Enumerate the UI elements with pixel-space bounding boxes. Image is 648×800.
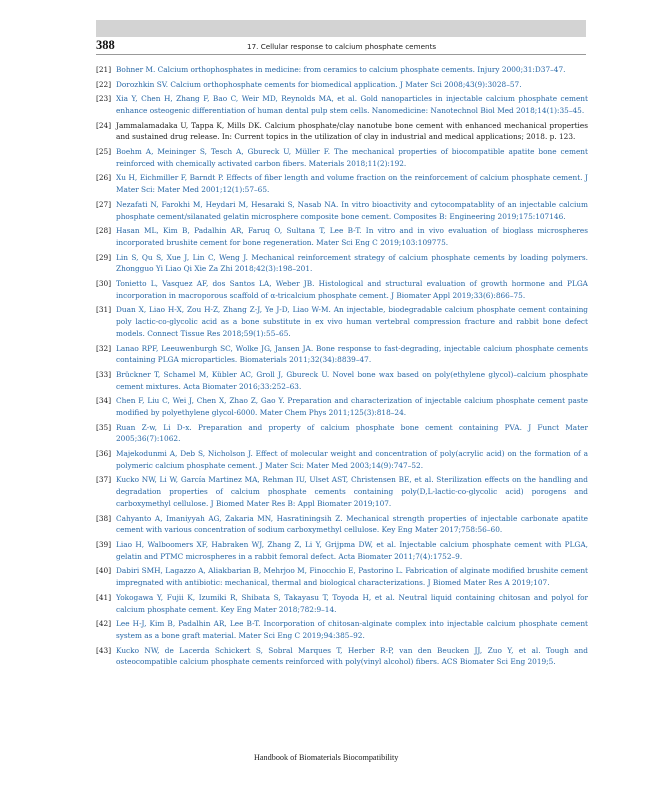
reference-link[interactable]: Dorozhkin SV. Calcium orthophosphate cements for biomedical application. J Mater Sci 2008;43(9):3028–57. [116,79,522,89]
reference-link[interactable]: Boehm A, Meininger S, Tesch A, Gbureck U, Müller F. The mechanical properties of biocompatible apatite bone cement reinforced with chemically activated carbon fibers. Materials 2018;11(2):192. [116,146,588,168]
reference-link[interactable]: Brückner T, Schamel M, Kübler AC, Groll J, Gbureck U. Novel bone wax based on poly(ethylene glycol)–calcium phosphate cement mixtures. Acta Biomater 2016;33:252–63. [116,369,588,391]
reference-item [96,513,588,537]
page-number: 388 [96,38,115,52]
reference-link[interactable]: Bohner M. Calcium orthophosphates in medicine: from ceramics to calcium phosphate cements. Injury 2000;31:D37–47. [116,65,566,74]
reference-number: [25] [96,146,112,156]
reference-link[interactable]: Nezafati N, Farokhi M, Heydari M, Hesaraki S, Nasab NA. In vitro bioactivity and cytocompatablity of an injectable calcium phosphate cement/silanated gelatin microsphere composite bone cement. Composites B: Engineering 2019;175:107146. [116,199,588,221]
reference-item [96,120,588,144]
running-title: 17. Cellular response to calcium phosphate cements [247,42,437,51]
reference-item [96,343,588,367]
reference-number: [35] [96,422,112,432]
reference-link[interactable]: Majekodunmi A, Deb S, Nicholson J. Effect of molecular weight and concentration of poly(acrylic acid) on the formation of a polymeric calcium phosphate cement. J Mater Sci: Mater Med 2003;14(9):747–52. [116,449,588,470]
reference-item [96,565,588,589]
reference-link[interactable]: Kucko NW, Li W, García Martinez MA, Rehman IU, Ulset AST, Christensen BE, et al. Sterilization effects on the handling and degradation properties of calcium phosphate cements containing poly(D,L-lactic-co-glycolic acid) porogens and carboxymethyl cellulose. J Biomed Mater Res B: Appl Biomater 2019;107. [116,475,588,509]
reference-link[interactable]: Chen F, Liu C, Wei J, Chen X, Zhao Z, Gao Y. Preparation and characterization of injectable calcium phosphate cement paste modified by polyethylene glycol-6000. Mater Chem Phys 2011;125(3):818–24. [116,396,588,418]
reference-number: [41] [96,592,112,602]
reference-number: [21] [96,65,112,74]
page-header [96,38,586,55]
reference-link[interactable]: Kucko NW, de Lacerda Schickert S, Sobral Marques T, Herber R-P, van den Beucken JJ, Zuo Y, et al. Tough and osteocompatible calcium phosphate cements reinforced with poly(vinyl alcohol) fibers. ACS Biomater Sci Eng 2019;5. [116,645,588,667]
reference-link[interactable]: Tonietto L, Vasquez AF, dos Santos LA, Weber JB. Histological and structural evaluation of growth hormone and PLGA incorporation in macroporous scaffold of α-tricalcium phosphate cement. J Biomater Appl 2019;33(6):866–75. [116,278,588,300]
reference-link[interactable]: Lanao RPF, Leeuwenburgh SC, Wolke JG, Jansen JA. Bone response to fast-degrading, injectable calcium phosphate cements containing PLGA microparticles. Biomaterials 2011;32(34):8839–47. [116,343,588,365]
reference-number: [23] [96,94,112,104]
reference-item [96,422,588,446]
top-shaded-bar [96,20,586,37]
reference-link[interactable]: Xu H, Eichmiller F, Barndt P. Effects of fiber length and volume fraction on the reinforcement of calcium phosphate cement. J Mater Sci: Mater Med 2001;12(1):57–65. [116,173,588,195]
reference-item [96,64,588,76]
reference-number: [33] [96,369,112,379]
reference-item [96,539,588,563]
reference-number: [42] [96,619,112,629]
reference-number: [36] [96,449,112,459]
reference-item [96,369,588,393]
footer-book-title: Handbook of Biomaterials Biocompatibility [254,753,399,762]
reference-number: [40] [96,566,112,576]
reference-item [96,618,588,642]
reference-number: [37] [96,475,112,485]
reference-item [96,474,588,509]
reference-item [96,93,588,117]
reference-link[interactable]: Lin S, Qu S, Xue J, Lin C, Weng J. Mechanical reinforcement strategy of calcium phosphate cements by loading polymers. Zhongguo Yi Liao Qi Xie Za Zhi 2018;42(3):198–201. [116,252,588,274]
reference-item [96,304,588,339]
reference-link[interactable]: Liao H, Walboomers XF, Habraken WJ, Zhang Z, Li Y, Grijpma DW, et al. Injectable calcium phosphate cement with PLGA, gelatin and PTMC microspheres in a rabbit femoral defect. Acta Biomater 2011;7(4):1752–9. [116,540,588,561]
reference-item [96,448,588,472]
reference-item [96,225,588,249]
reference-text: Jammalamadaka U, Tappa K, Mills DK. Calcium phosphate/clay nanotube bone cement with enhanced mechanical properties and sustained drug release. In: Current topics in the utilization of clay in industrial and medical applications; 2018. p. 123. [116,120,588,142]
reference-link[interactable]: Lee H-J, Kim B, Padalhin AR, Lee B-T. Incorporation of chitosan-alginate complex into injectable calcium phosphate cement system as a bone graft material. Mater Sci Eng C 2019;94:385–92. [116,619,588,640]
reference-number: [34] [96,396,112,406]
reference-item [96,199,588,223]
reference-link[interactable]: Cahyanto A, Imaniyyah AG, Zakaria MN, Hasratiningsih Z. Mechanical strength properties of injectable carbonate apatite cement with various concentration of sodium carboxymethyl cellulose. Key Eng Mater 2017;758:56–60. [116,513,588,535]
reference-number: [38] [96,513,112,523]
reference-link[interactable]: Duan X, Liao H-X, Zou H-Z, Zhang Z-J, Ye J-D, Liao W-M. An injectable, biodegradable calcium phosphate cement containing poly lactic-co-glycolic acid as a bone substitute in ex vivo human vertebral compression fracture and rabbit bone defect models. Connect Tissue Res 2018;59(1):55–65. [116,305,588,338]
reference-number: [26] [96,173,112,183]
reference-item [96,645,588,669]
reference-item [96,592,588,616]
reference-item [96,146,588,170]
reference-number: [27] [96,199,112,209]
reference-link[interactable]: Yokogawa Y, Fujii K, Izumiki R, Shibata S, Takayasu T, Toyoda H, et al. Neutral liquid containing chitosan and polyol for calcium phosphate cement. Key Eng Mater 2018;782:9–14. [116,592,588,614]
reference-link[interactable]: Ruan Z-w, Li D-x. Preparation and property of calcium phosphate bone cement containing PVA. J Funct Mater 2005;36(7):1062. [116,422,588,444]
reference-number: [32] [96,343,112,353]
reference-item [96,79,588,91]
reference-number: [31] [96,305,112,315]
reference-item [96,278,588,302]
reference-link[interactable]: Dabiri SMH, Lagazzo A, Aliakbarian B, Mehrjoo M, Finocchio E, Pastorino L. Fabrication of alginate modified brushite cement impregnated with antibiotic: mechanical, thermal and biological characterizations. J Biomed Mater Res A 2019;107. [116,566,588,588]
reference-number: [39] [96,540,112,550]
reference-link[interactable]: Hasan ML, Kim B, Padalhin AR, Faruq O, Sultana T, Lee B-T. In vitro and in vivo evaluation of bioglass microspheres incorporated brushite cement for bone regeneration. Mater Sci Eng C 2019;103:109775. [116,226,588,247]
reference-list [96,64,588,671]
reference-number: [30] [96,278,112,288]
reference-number: [43] [96,645,112,655]
reference-number: [29] [96,252,112,262]
reference-item [96,252,588,276]
reference-number: [24] [96,120,112,130]
reference-number: [28] [96,226,112,236]
reference-item [96,172,588,196]
reference-link[interactable]: Xia Y, Chen H, Zhang F, Bao C, Weir MD, Reynolds MA, et al. Gold nanoparticles in injectable calcium phosphate cement enhance osteogenic differentiation of human dental pulp stem cells. Nanomedicine: Nanotechnol Biol Med 2018;14(1):35–45. [116,94,588,115]
reference-number: [22] [96,79,112,89]
reference-item [96,395,588,419]
